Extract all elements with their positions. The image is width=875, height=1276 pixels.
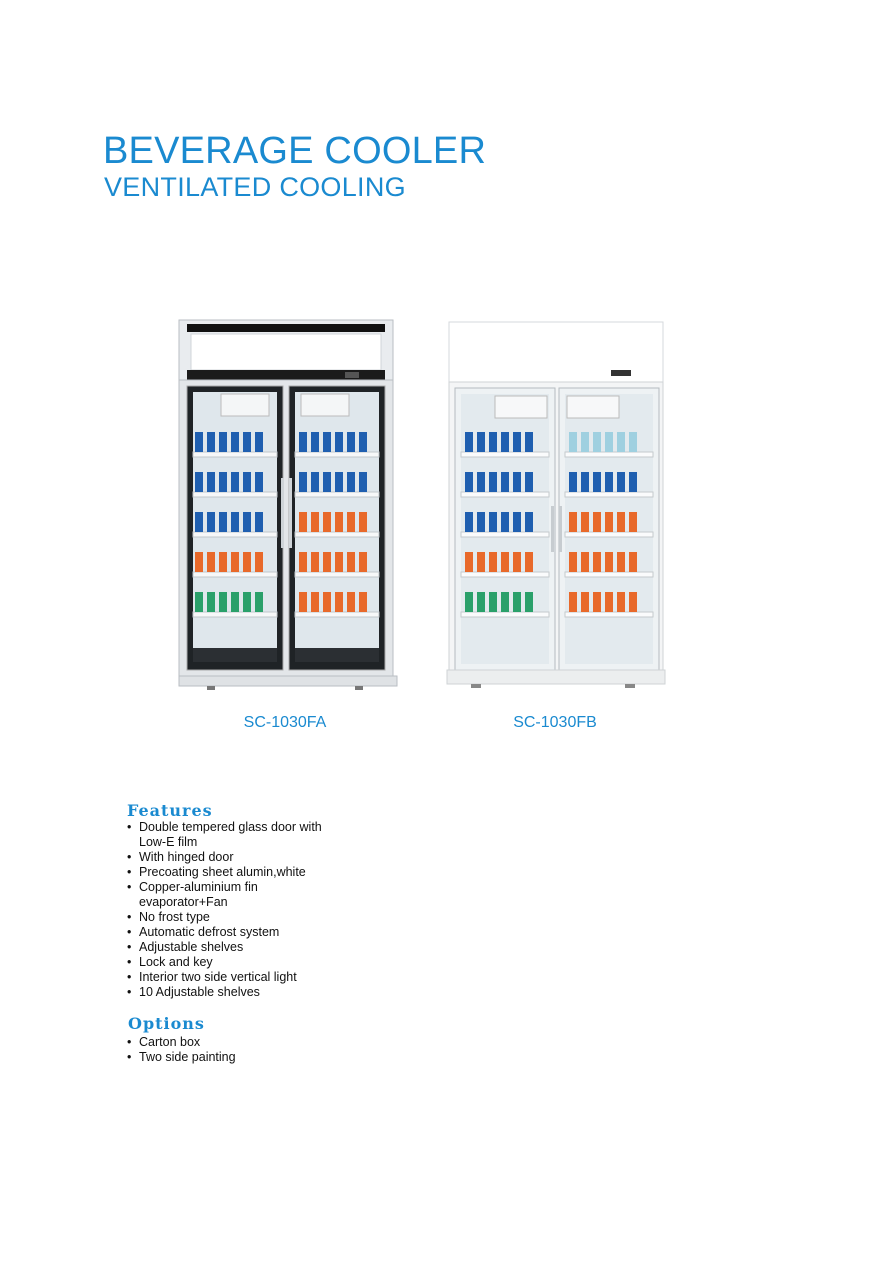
bullet-icon: •: [127, 985, 132, 999]
bullet-icon: •: [127, 940, 132, 954]
bullet-icon: •: [127, 1035, 132, 1049]
list-item: • Adjustable shelves: [127, 940, 244, 954]
list-item: • Two side painting: [127, 1050, 236, 1064]
bullet-icon: •: [127, 970, 132, 984]
list-item: • Carton box: [127, 1035, 201, 1049]
model-label-sc-1030fa: SC-1030FA: [243, 714, 327, 731]
list-item: • 10 Adjustable shelves: [127, 985, 260, 999]
options-list: [127, 1035, 387, 1065]
bullet-icon: •: [127, 910, 132, 924]
list-item: • Precoating sheet alumin,white: [127, 865, 306, 879]
page-subtitle: VENTILATED COOLING: [104, 172, 406, 202]
bullet-icon: •: [127, 850, 132, 864]
list-item: • No frost type: [127, 910, 210, 924]
list-item: • Double tempered glass door with Low-E film: [127, 820, 322, 849]
options-heading: Options: [128, 1014, 205, 1033]
features-list: [127, 820, 387, 1000]
list-item: • Lock and key: [127, 955, 213, 969]
bullet-icon: •: [127, 880, 132, 894]
bullet-icon: •: [127, 865, 132, 879]
product-image-sc-1030fa: [177, 318, 401, 694]
features-heading: Features: [127, 801, 213, 820]
bullet-icon: •: [127, 925, 132, 939]
list-item: • With hinged door: [127, 850, 234, 864]
product-image-sc-1030fb: [445, 320, 667, 692]
bullet-icon: •: [127, 1050, 132, 1064]
list-item: • Copper-aluminium fin evaporator+Fan: [127, 880, 258, 909]
bullet-icon: •: [127, 955, 132, 969]
list-item: • Interior two side vertical light: [127, 970, 297, 984]
model-label-sc-1030fb: SC-1030FB: [513, 714, 597, 731]
list-item: • Automatic defrost system: [127, 925, 280, 939]
bullet-icon: •: [127, 820, 132, 834]
page-title: BEVERAGE COOLER: [103, 130, 487, 172]
